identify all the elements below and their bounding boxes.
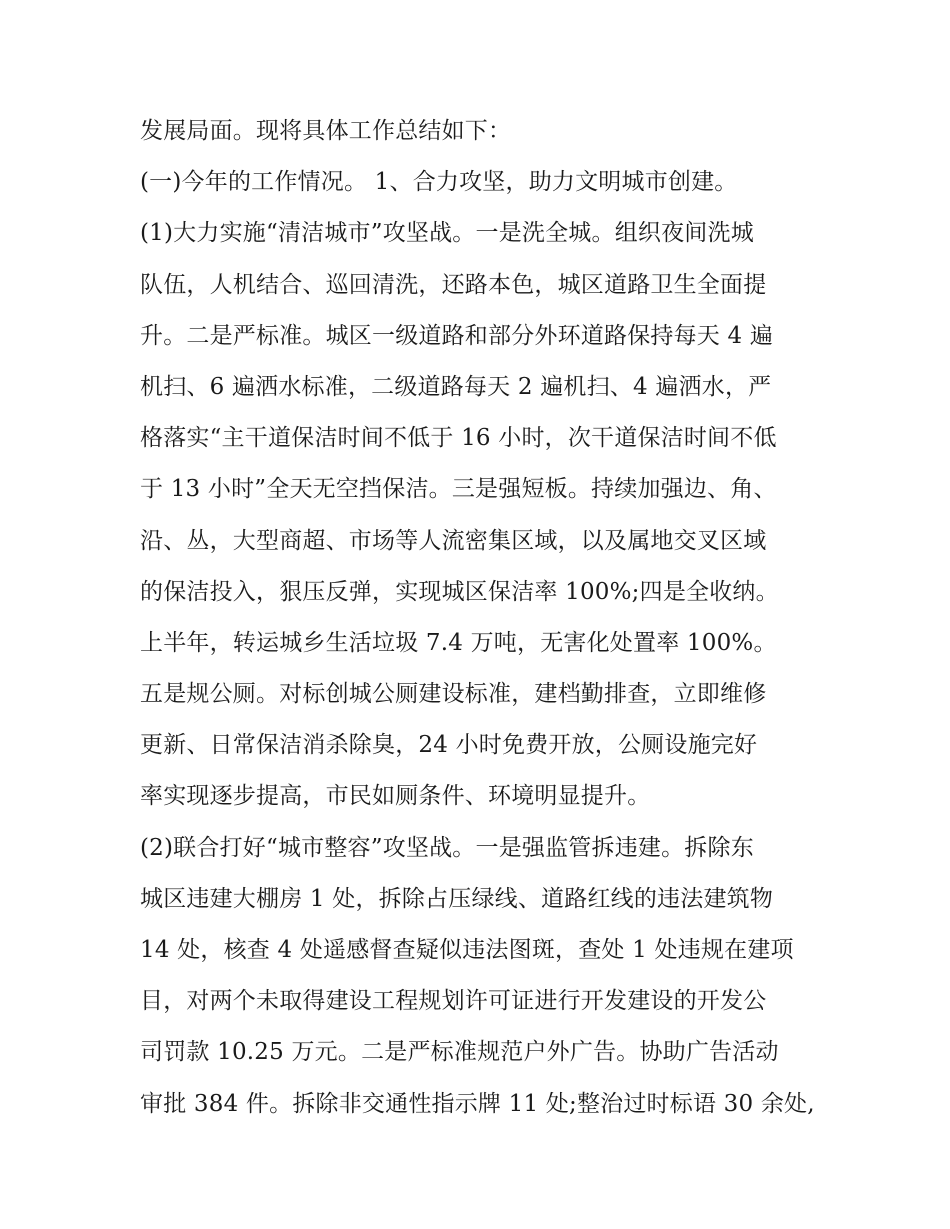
text-line: 的保洁投入，狠压反弹，实现城区保洁率 100%;四是全收纳。 [140, 578, 779, 605]
text-line: 率实现逐步提高，市民如厕条件、环境明显提升。 [140, 783, 651, 810]
text-line: 机扫、6 遍洒水标准，二级道路每天 2 遍机扫、4 遍洒水，严 [140, 373, 772, 400]
text-line: 沿、丛，大型商超、市场等人流密集区域，以及属地交叉区域 [140, 527, 767, 554]
text-line: 格落实“主干道保洁时间不低于 16 小时，次干道保洁时间不低 [140, 425, 777, 452]
text-line: 城区违建大棚房 1 处，拆除占压绿线、道路红线的违法建筑物 [140, 885, 774, 912]
text-line: (一)今年的工作情况。 1、合力攻坚，助力文明城市创建。 [140, 169, 738, 196]
text-line: 14 处，核查 4 处遥感督查疑似违法图斑，查处 1 处违规在建项 [140, 937, 794, 963]
text-line: 五是规公厕。对标创城公厕建设标准，建档勤排查，立即维修 [140, 681, 767, 708]
text-line: 于 13 小时”全天无空挡保洁。三是强短板。持续加强边、角、 [140, 476, 777, 503]
text-line: (2)联合打好“城市整容”攻坚战。一是强监管拆违建。拆除东 [140, 834, 754, 861]
body-text [140, 106, 830, 1130]
text-line: 上半年，转运城乡生活垃圾 7.4 万吨，无害化处置率 100%。 [140, 629, 777, 656]
text-line: 更新、日常保洁消杀除臭，24 小时免费开放，公厕设施完好 [140, 732, 758, 759]
text-line: 队伍，人机结合、巡回清洗，还路本色，城区道路卫生全面提 [140, 271, 767, 298]
text-line: (1)大力实施“清洁城市”攻坚战。一是洗全城。组织夜间洗城 [140, 220, 754, 247]
text-line: 目，对两个未取得建设工程规划许可证进行开发建设的开发公 [140, 988, 767, 1015]
text-line: 发展局面。现将具体工作总结如下： [140, 118, 512, 144]
text-line: 司罚款 10.25 万元。二是严标准规范户外广告。协助广告活动 [140, 1039, 779, 1066]
text-line: 审批 384 件。拆除非交通性指示牌 11 处;整治过时标语 30 余处, [140, 1090, 815, 1117]
text-line: 升。二是严标准。城区一级道路和部分外环道路保持每天 4 遍 [140, 322, 774, 349]
